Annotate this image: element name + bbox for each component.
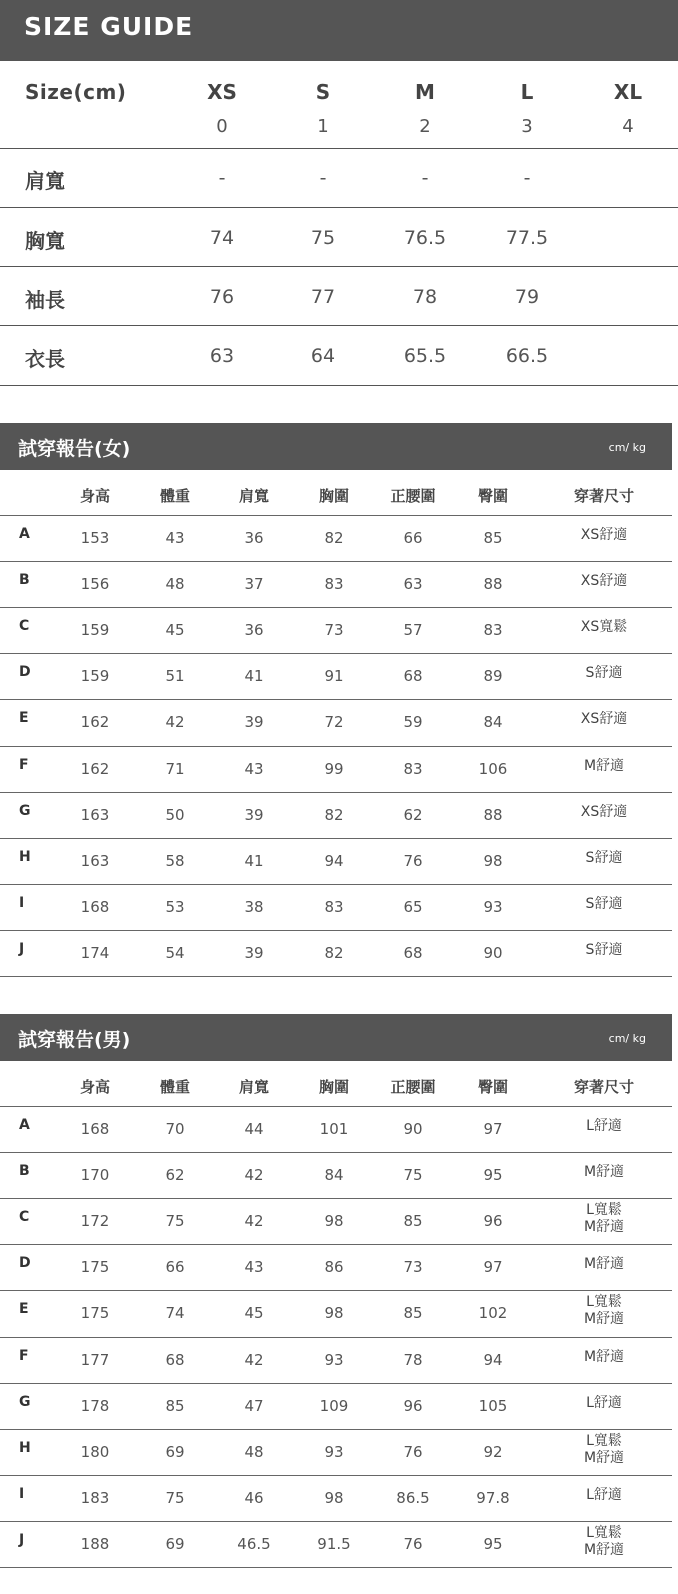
table-cell: 153 — [80, 529, 110, 548]
table-cell: 177 — [80, 1350, 110, 1369]
table-cell: 73 — [403, 1258, 423, 1277]
measure-label: 胸寬 — [25, 229, 65, 253]
fit-size: L寬鬆 M舒適 — [583, 1524, 625, 1558]
size-number: 0 — [216, 116, 228, 137]
table-cell: 39 — [244, 713, 264, 732]
table-cell: 48 — [165, 575, 185, 594]
column-header: 臀圍 — [477, 487, 509, 505]
measure-value: 66.5 — [505, 345, 549, 367]
table-cell: 94 — [324, 851, 344, 870]
table-cell: 65 — [403, 897, 423, 916]
table-cell: 85 — [403, 1212, 423, 1231]
fit-size: L寬鬆 M舒適 — [583, 1432, 625, 1466]
row-id: I — [19, 1485, 25, 1502]
table-cell: 66 — [165, 1258, 185, 1277]
table-cell: 42 — [244, 1166, 264, 1185]
table-cell: 86 — [324, 1258, 344, 1277]
size-code: XL — [613, 80, 643, 104]
table-cell: 98 — [324, 1212, 344, 1231]
table-cell: 106 — [478, 759, 508, 778]
table-cell: 36 — [244, 621, 264, 640]
table-cell: 37 — [244, 575, 264, 594]
measure-label: 肩寬 — [25, 169, 65, 193]
table-cell: 97.8 — [476, 1488, 510, 1507]
table-cell: 83 — [324, 575, 344, 594]
table-cell: 95 — [483, 1166, 503, 1185]
table-cell: 75 — [403, 1166, 423, 1185]
table-cell: 70 — [165, 1120, 185, 1139]
unit-label: cm/ kg — [608, 441, 646, 454]
row-id: A — [19, 526, 30, 543]
row-id: A — [19, 1117, 30, 1134]
size-label: Size(cm) — [25, 80, 127, 104]
table-cell: 83 — [324, 897, 344, 916]
measure-value: 64 — [310, 345, 336, 367]
table-cell: 62 — [403, 805, 423, 824]
table-cell: 188 — [80, 1534, 110, 1553]
measure-value: 75 — [310, 227, 336, 249]
table-cell: 75 — [165, 1488, 185, 1507]
measure-value: 78 — [412, 286, 438, 308]
fit-size: XS舒適 — [580, 711, 628, 728]
row-id: E — [19, 1301, 29, 1318]
table-cell: 76 — [403, 1534, 423, 1553]
row-id: C — [19, 1209, 30, 1226]
table-cell: 82 — [324, 529, 344, 548]
fit-size: M舒適 — [583, 1256, 625, 1273]
row-divider — [0, 699, 672, 700]
table-cell: 85 — [165, 1396, 185, 1415]
fit-size: S舒適 — [585, 849, 623, 866]
fit-size: XS舒適 — [580, 527, 628, 544]
row-id: H — [19, 1439, 31, 1456]
fit-size: L舒適 — [586, 1118, 622, 1135]
table-cell: 83 — [403, 759, 423, 778]
size-code: S — [315, 80, 331, 104]
table-cell: 43 — [244, 759, 264, 778]
size-code: XS — [207, 80, 237, 104]
measure-value: 77.5 — [505, 227, 549, 249]
table-cell: 42 — [244, 1350, 264, 1369]
row-id: J — [19, 940, 25, 957]
size-number: 4 — [622, 116, 634, 137]
table-cell: 74 — [165, 1304, 185, 1323]
row-id: G — [19, 802, 31, 819]
table-cell: 183 — [80, 1488, 110, 1507]
table-cell: 45 — [165, 621, 185, 640]
row-id: H — [19, 848, 31, 865]
table-cell: 69 — [165, 1442, 185, 1461]
table-cell: 43 — [165, 529, 185, 548]
row-divider — [0, 1383, 672, 1384]
table-cell: 92 — [483, 1442, 503, 1461]
table-cell: 41 — [244, 667, 264, 686]
column-header: 肩寬 — [238, 487, 270, 505]
table-cell: 162 — [80, 759, 110, 778]
table-cell: 68 — [403, 943, 423, 962]
row-divider — [0, 1337, 672, 1338]
table-cell: 93 — [324, 1442, 344, 1461]
fit-size: L寬鬆 M舒適 — [583, 1202, 625, 1236]
row-divider — [0, 1475, 672, 1476]
table-cell: 43 — [244, 1258, 264, 1277]
table-cell: 76 — [403, 1442, 423, 1461]
column-header: 體重 — [159, 487, 191, 505]
column-header: 身高 — [79, 487, 111, 505]
measure-value: 74 — [209, 227, 235, 249]
table-cell: 76 — [403, 851, 423, 870]
column-header: 胸圍 — [318, 487, 350, 505]
table-cell: 59 — [403, 713, 423, 732]
row-id: C — [19, 618, 30, 635]
table-cell: 159 — [80, 667, 110, 686]
row-divider — [0, 838, 672, 839]
table-cell: 96 — [483, 1212, 503, 1231]
row-id: J — [19, 1531, 25, 1548]
header-divider — [0, 1106, 672, 1107]
table-cell: 51 — [165, 667, 185, 686]
fit-size: XS舒適 — [580, 803, 628, 820]
table-cell: 38 — [244, 897, 264, 916]
table-cell: 98 — [324, 1488, 344, 1507]
table-cell: 57 — [403, 621, 423, 640]
row-divider — [0, 746, 672, 747]
size-guide-banner — [0, 0, 678, 61]
row-divider — [0, 148, 678, 149]
column-header: 體重 — [159, 1078, 191, 1096]
table-cell: 91 — [324, 667, 344, 686]
table-cell: 75 — [165, 1212, 185, 1231]
column-header: 身高 — [79, 1078, 111, 1096]
report-title: 試穿報告(男) — [18, 1029, 131, 1051]
table-cell: 170 — [80, 1166, 110, 1185]
table-cell: 90 — [483, 943, 503, 962]
row-id: E — [19, 710, 29, 727]
measure-value: - — [218, 167, 226, 189]
header-divider — [0, 515, 672, 516]
table-cell: 168 — [80, 1120, 110, 1139]
table-cell: 91.5 — [317, 1534, 351, 1553]
fit-size: M舒適 — [583, 757, 625, 774]
table-cell: 39 — [244, 805, 264, 824]
table-cell: 84 — [483, 713, 503, 732]
measure-value: 63 — [209, 345, 235, 367]
fit-size: S舒適 — [585, 941, 623, 958]
row-id: D — [19, 1255, 31, 1272]
table-cell: 156 — [80, 575, 110, 594]
table-cell: 98 — [324, 1304, 344, 1323]
table-cell: 82 — [324, 943, 344, 962]
row-id: F — [19, 1347, 29, 1364]
table-cell: 53 — [165, 897, 185, 916]
table-cell: 45 — [244, 1304, 264, 1323]
measure-value: - — [319, 167, 327, 189]
column-header: 穿著尺寸 — [573, 487, 635, 505]
table-cell: 105 — [478, 1396, 508, 1415]
table-cell: 68 — [403, 667, 423, 686]
row-divider — [0, 1290, 672, 1291]
row-divider — [0, 930, 672, 931]
row-divider — [0, 976, 672, 977]
table-cell: 178 — [80, 1396, 110, 1415]
row-id: G — [19, 1393, 31, 1410]
report-title: 試穿報告(女) — [18, 438, 131, 460]
table-cell: 36 — [244, 529, 264, 548]
table-cell: 168 — [80, 897, 110, 916]
size-guide-title: SIZE GUIDE — [24, 12, 194, 41]
table-cell: 94 — [483, 1350, 503, 1369]
table-cell: 90 — [403, 1120, 423, 1139]
fit-size: M舒適 — [583, 1348, 625, 1365]
measure-label: 袖長 — [25, 288, 65, 312]
table-cell: 93 — [324, 1350, 344, 1369]
table-cell: 88 — [483, 805, 503, 824]
table-cell: 162 — [80, 713, 110, 732]
table-cell: 97 — [483, 1120, 503, 1139]
fit-size: XS寬鬆 — [580, 619, 628, 636]
row-id: F — [19, 756, 29, 773]
table-cell: 39 — [244, 943, 264, 962]
size-code: M — [415, 80, 435, 104]
row-divider — [0, 1567, 672, 1568]
row-id: B — [19, 572, 30, 589]
table-cell: 163 — [80, 851, 110, 870]
table-cell: 48 — [244, 1442, 264, 1461]
row-divider — [0, 653, 672, 654]
column-header: 肩寬 — [238, 1078, 270, 1096]
table-cell: 44 — [244, 1120, 264, 1139]
table-cell: 163 — [80, 805, 110, 824]
size-number: 1 — [317, 116, 329, 137]
table-cell: 83 — [483, 621, 503, 640]
table-cell: 58 — [165, 851, 185, 870]
row-divider — [0, 607, 672, 608]
size-number: 3 — [521, 116, 533, 137]
table-cell: 85 — [483, 529, 503, 548]
row-divider — [0, 561, 672, 562]
table-cell: 109 — [319, 1396, 349, 1415]
fit-size: L舒適 — [586, 1486, 622, 1503]
table-cell: 86.5 — [396, 1488, 430, 1507]
table-cell: 93 — [483, 897, 503, 916]
measure-value: 79 — [514, 286, 540, 308]
fit-size: S舒適 — [585, 895, 623, 912]
table-cell: 63 — [403, 575, 423, 594]
measure-value: 76 — [209, 286, 235, 308]
row-divider — [0, 325, 678, 326]
table-cell: 101 — [319, 1120, 349, 1139]
table-cell: 180 — [80, 1442, 110, 1461]
column-header: 胸圍 — [318, 1078, 350, 1096]
fit-size: L舒適 — [586, 1394, 622, 1411]
measure-value: 76.5 — [403, 227, 447, 249]
table-cell: 85 — [403, 1304, 423, 1323]
table-cell: 88 — [483, 575, 503, 594]
measure-label: 衣長 — [25, 347, 65, 371]
row-divider — [0, 884, 672, 885]
table-cell: 46.5 — [237, 1534, 271, 1553]
size-number: 2 — [419, 116, 431, 137]
table-cell: 54 — [165, 943, 185, 962]
row-divider — [0, 207, 678, 208]
fit-size: S舒適 — [585, 665, 623, 682]
row-id: B — [19, 1163, 30, 1180]
table-cell: 172 — [80, 1212, 110, 1231]
row-divider — [0, 1244, 672, 1245]
table-cell: 42 — [244, 1212, 264, 1231]
table-cell: 84 — [324, 1166, 344, 1185]
row-divider — [0, 266, 678, 267]
table-cell: 98 — [483, 851, 503, 870]
row-id: I — [19, 894, 25, 911]
report-banner-female — [0, 423, 672, 470]
table-cell: 95 — [483, 1534, 503, 1553]
table-cell: 69 — [165, 1534, 185, 1553]
table-cell: 68 — [165, 1350, 185, 1369]
fit-size: M舒適 — [583, 1164, 625, 1181]
measure-value: 77 — [310, 286, 336, 308]
table-cell: 72 — [324, 713, 344, 732]
table-cell: 78 — [403, 1350, 423, 1369]
row-divider — [0, 792, 672, 793]
table-cell: 47 — [244, 1396, 264, 1415]
column-header: 臀圍 — [477, 1078, 509, 1096]
table-cell: 46 — [244, 1488, 264, 1507]
fit-size: L寬鬆 M舒適 — [583, 1294, 625, 1328]
table-cell: 159 — [80, 621, 110, 640]
measure-value: - — [523, 167, 531, 189]
table-cell: 71 — [165, 759, 185, 778]
fit-size: XS舒適 — [580, 573, 628, 590]
column-header: 穿著尺寸 — [573, 1078, 635, 1096]
table-cell: 82 — [324, 805, 344, 824]
row-divider — [0, 1152, 672, 1153]
row-divider — [0, 1198, 672, 1199]
table-cell: 73 — [324, 621, 344, 640]
row-divider — [0, 1429, 672, 1430]
table-cell: 41 — [244, 851, 264, 870]
report-banner-male — [0, 1014, 672, 1061]
table-cell: 175 — [80, 1258, 110, 1277]
table-cell: 66 — [403, 529, 423, 548]
table-cell: 62 — [165, 1166, 185, 1185]
row-divider — [0, 385, 678, 386]
table-cell: 174 — [80, 943, 110, 962]
column-header: 正腰圍 — [390, 487, 436, 505]
table-cell: 96 — [403, 1396, 423, 1415]
column-header: 正腰圍 — [390, 1078, 436, 1096]
measure-value: 65.5 — [403, 345, 447, 367]
table-cell: 102 — [478, 1304, 508, 1323]
table-cell: 175 — [80, 1304, 110, 1323]
table-cell: 89 — [483, 667, 503, 686]
table-cell: 42 — [165, 713, 185, 732]
measure-value: - — [421, 167, 429, 189]
unit-label: cm/ kg — [608, 1032, 646, 1045]
size-code: L — [520, 80, 534, 104]
table-cell: 99 — [324, 759, 344, 778]
row-divider — [0, 1521, 672, 1522]
table-cell: 97 — [483, 1258, 503, 1277]
table-cell: 50 — [165, 805, 185, 824]
row-id: D — [19, 664, 31, 681]
